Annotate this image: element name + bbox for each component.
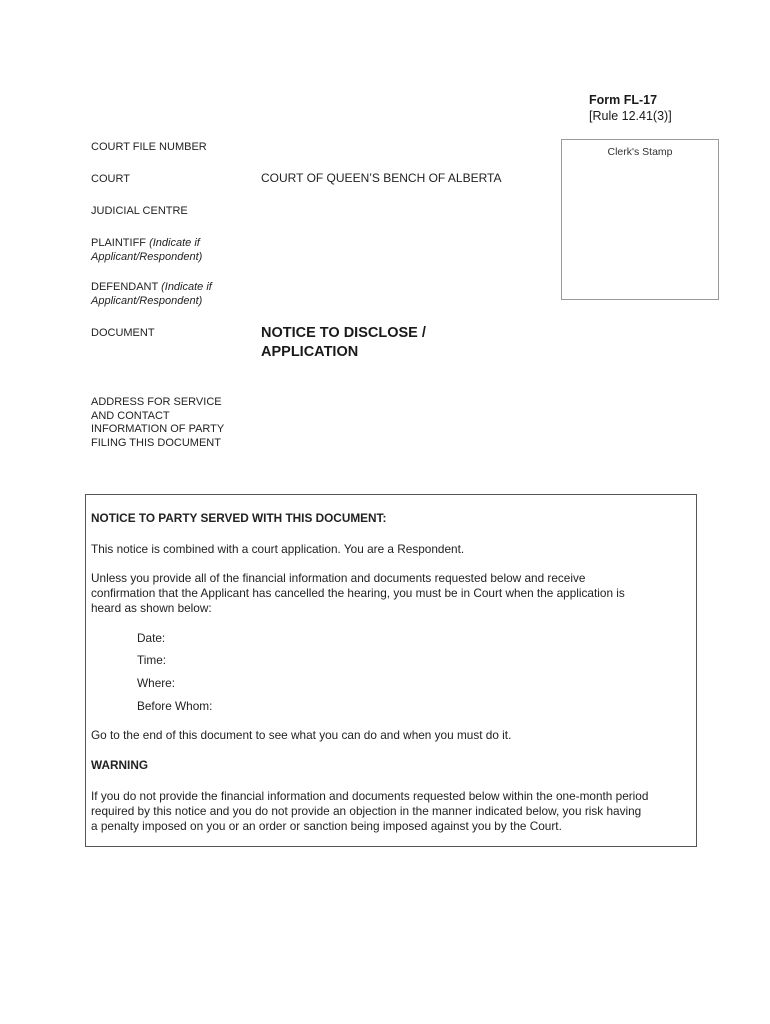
defendant-note: (Indicate if [161, 281, 212, 293]
unless-line-3: heard as shown below: [91, 601, 212, 615]
notice-heading: NOTICE TO PARTY SERVED WITH THIS DOCUMENT: [91, 511, 387, 525]
plaintiff-note: (Indicate if [149, 237, 200, 249]
warning-line-3: a penalty imposed on you or an order or sanction being imposed against you by the Court. [91, 819, 562, 833]
address-line-3: INFORMATION OF PARTY [91, 423, 225, 435]
go-to-end-text: Go to the end of this document to see what you can do and when you must do it. [91, 728, 512, 742]
notice-unless-paragraph [91, 571, 681, 616]
address-line-2: AND CONTACT [91, 409, 170, 422]
unless-line-1: Unless you provide all of the financial information and documents requested below and receive [91, 571, 586, 585]
court-file-number-label: COURT FILE NUMBER [91, 141, 207, 153]
hearing-where-label: Where: [137, 676, 176, 690]
document-title-line-2: APPLICATION [261, 344, 359, 360]
warning-heading: WARNING [91, 758, 149, 772]
hearing-date-label: Date: [137, 631, 166, 645]
court-value: COURT OF QUEEN’S BENCH OF ALBERTA [261, 171, 502, 185]
document-title-line-1: NOTICE TO DISCLOSE / [261, 325, 426, 341]
judicial-centre-label: JUDICIAL CENTRE [91, 205, 188, 217]
clerks-stamp-label: Clerk's Stamp [607, 146, 673, 158]
plaintiff-label: PLAINTIFF [91, 237, 147, 249]
notice-intro: This notice is combined with a court application. You are a Respondent. [91, 542, 465, 556]
court-label: COURT [91, 173, 130, 185]
document-label: DOCUMENT [91, 327, 155, 339]
warning-line-1: If you do not provide the financial information and documents requested below within the one-month period [91, 789, 649, 803]
form-number: Form FL-17 [589, 93, 658, 107]
address-for-service-label [91, 396, 224, 450]
clerks-stamp-box [561, 139, 719, 300]
hearing-before-whom-label: Before Whom: [137, 699, 213, 713]
unless-line-2: confirmation that the Applicant has cancelled the hearing, you must be in Court when the application is [91, 586, 625, 600]
warning-paragraph [91, 789, 681, 834]
hearing-time-label: Time: [137, 653, 167, 667]
defendant-note-cont: Applicant/Respondent) [91, 294, 203, 307]
defendant-label: DEFENDANT [91, 281, 159, 293]
form-rule: [Rule 12.41(3)] [589, 109, 672, 123]
warning-line-2: required by this notice and you do not provide an objection in the manner indicated below, you risk having [91, 804, 642, 818]
plaintiff-note-cont: Applicant/Respondent) [91, 250, 203, 263]
address-line-1: ADDRESS FOR SERVICE [91, 396, 222, 408]
defendant-label-block [91, 281, 212, 308]
plaintiff-label-block [91, 237, 202, 264]
document-title [261, 324, 426, 362]
address-line-4: FILING THIS DOCUMENT [91, 436, 221, 449]
